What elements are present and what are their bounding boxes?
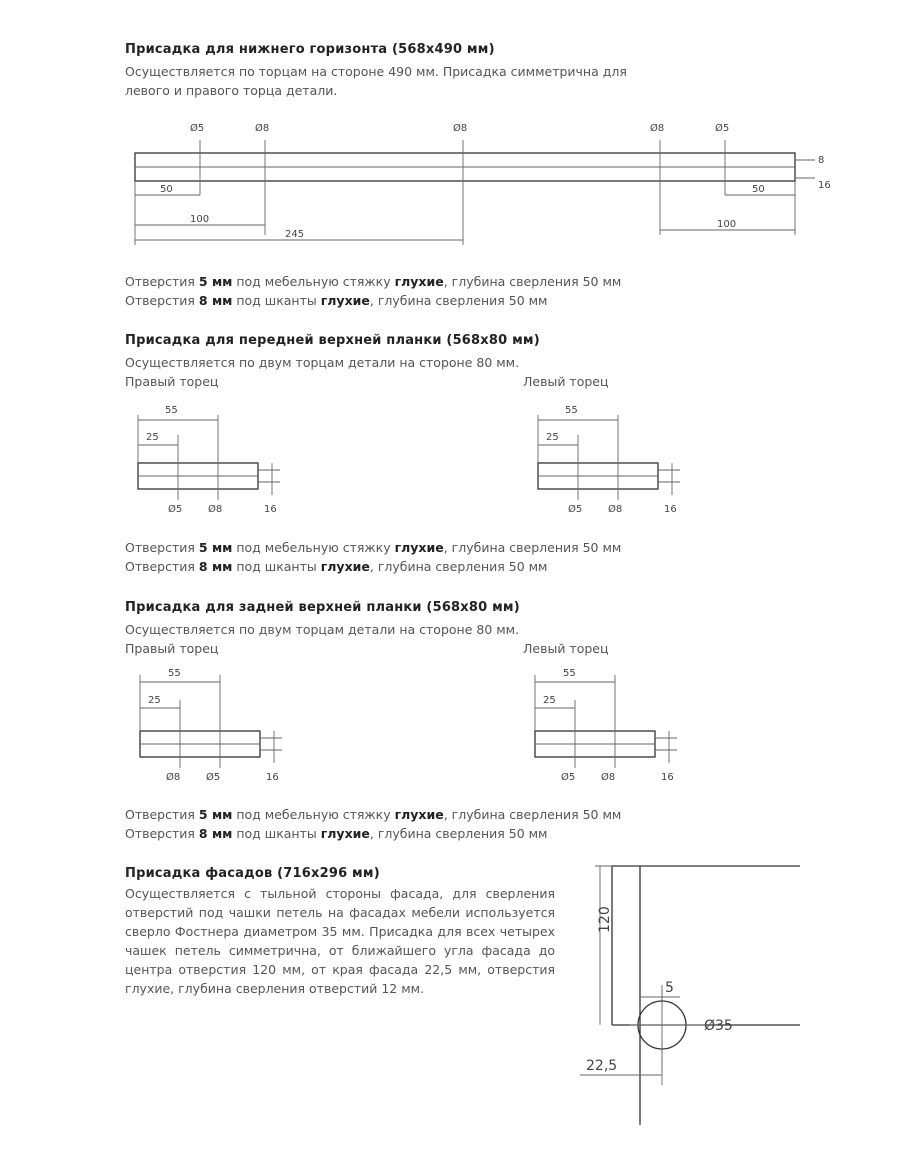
dim-label: 16 xyxy=(661,772,674,783)
dim-label-edge: 22,5 xyxy=(586,1058,618,1074)
dim-label: 100 xyxy=(717,219,737,230)
section-2-title: Присадка для передней верхней планки (568х80 мм) xyxy=(125,333,540,348)
dim-label: 16 xyxy=(264,504,277,515)
dim-label: 55 xyxy=(168,668,181,679)
dim-label: 16 xyxy=(664,504,677,515)
hole-mark: Ø8 xyxy=(208,504,223,515)
dim-label: 55 xyxy=(165,405,178,416)
section-3-note-2: Отверстия 8 мм под шканты глухие, глубина сверления 50 мм xyxy=(125,826,548,841)
section-1-note-1: Отверстия 5 мм под мебельную стяжку глухие, глубина сверления 50 мм xyxy=(125,274,622,289)
dim-label-120: 120 xyxy=(597,906,613,933)
hole-mark: Ø8 xyxy=(608,504,623,515)
section-3-title: Присадка для задней верхней планки (568х80 мм) xyxy=(125,600,520,615)
dim-label: 25 xyxy=(146,432,159,443)
dim-label: 16 xyxy=(818,180,831,191)
dim-label: 8 xyxy=(818,155,825,166)
dim-label: 25 xyxy=(543,695,556,706)
hole-mark: Ø8 xyxy=(166,772,181,783)
section-1-note-2: Отверстия 8 мм под шканты глухие, глубина сверления 50 мм xyxy=(125,293,548,308)
section-1-desc-line1: Осуществляется по торцам на стороне 490 мм. Присадка симметрична для xyxy=(125,64,627,79)
dim-label: 50 xyxy=(752,184,765,195)
hole-mark: Ø5 xyxy=(568,504,583,515)
hole-mark: Ø8 xyxy=(601,772,616,783)
section-3-right-end-label: Правый торец xyxy=(125,641,219,656)
dim-label-5: 5 xyxy=(665,980,674,996)
section-2-desc: Осуществляется по двум торцам детали на стороне 80 мм. xyxy=(125,355,520,370)
hole-mark: Ø5 xyxy=(715,123,730,134)
dim-label: 50 xyxy=(160,184,173,195)
hole-mark: Ø8 xyxy=(255,123,270,134)
dim-label: 55 xyxy=(565,405,578,416)
dim-label: 245 xyxy=(285,229,305,240)
section-2-right-end-label: Правый торец xyxy=(125,374,219,389)
section-2-note-1: Отверстия 5 мм под мебельную стяжку глухие, глубина сверления 50 мм xyxy=(125,540,622,555)
section-3-note-1: Отверстия 5 мм под мебельную стяжку глухие, глубина сверления 50 мм xyxy=(125,807,622,822)
section-4-desc: Осуществляется с тыльной стороны фасада, для сверления отверстий под чашки петель на фасадах мебели используется сверло Фостнера диаметром 35 мм. Присадка для всех четырех чашек петель симметрична, от ближайшего угла фасада до центра отверстия 120 мм, от края фасада 22,5 мм, отверстия глухие, глубина сверления отверстий 12 мм. xyxy=(125,886,555,996)
dim-label: 25 xyxy=(546,432,559,443)
hole-mark: Ø8 xyxy=(453,123,468,134)
dim-label: 100 xyxy=(190,214,210,225)
section-2-left-end-label: Левый торец xyxy=(523,374,609,389)
section-3-desc: Осуществляется по двум торцам детали на стороне 80 мм. xyxy=(125,622,520,637)
hole-mark: Ø5 xyxy=(190,123,205,134)
hole-mark: Ø5 xyxy=(168,504,183,515)
section-1-title: Присадка для нижнего горизонта (568х490 мм) xyxy=(125,42,495,57)
dim-label-diameter: Ø35 xyxy=(704,1018,733,1034)
hole-mark: Ø5 xyxy=(561,772,576,783)
section-1-desc-line2: левого и правого торца детали. xyxy=(125,83,338,98)
section-3-left-end-label: Левый торец xyxy=(523,641,609,656)
dim-label: 25 xyxy=(148,695,161,706)
dim-label: 16 xyxy=(266,772,279,783)
hole-mark: Ø8 xyxy=(650,123,665,134)
dim-label: 55 xyxy=(563,668,576,679)
section-4-title: Присадка фасадов (716х296 мм) xyxy=(125,866,380,881)
hole-mark: Ø5 xyxy=(206,772,221,783)
section-2-note-2: Отверстия 8 мм под шканты глухие, глубина сверления 50 мм xyxy=(125,559,548,574)
